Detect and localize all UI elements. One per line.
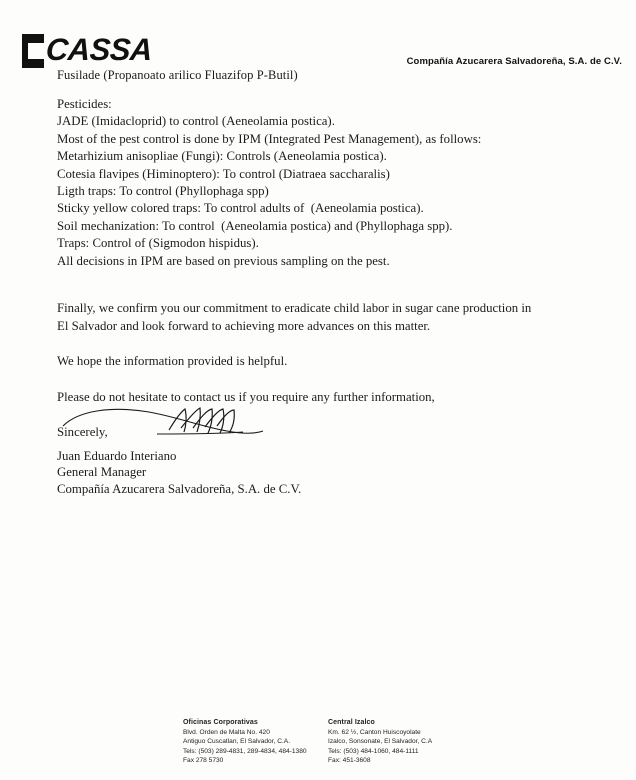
pesticide-line: JADE (Imidacloprid) to control (Aeneolamia postica). xyxy=(57,114,335,129)
footer-central-izalco xyxy=(328,718,432,765)
footer-left-line: Antiguo Cuscatlan, El Salvador, C.A. xyxy=(183,738,291,746)
footer-left-line: Blvd. Orden de Malta No. 420 xyxy=(183,729,270,737)
pesticides-heading: Pesticides: xyxy=(57,97,112,111)
footer-left-line: Fax 278 5730 xyxy=(183,756,224,764)
pesticide-line: Cotesia flavipes (Himinoptero): To control (Diatraea saccharalis) xyxy=(57,166,390,181)
handwritten-signature-icon xyxy=(57,400,317,446)
helpful-line: We hope the information provided is helpful. xyxy=(57,354,288,369)
signer-title: General Manager xyxy=(57,465,147,480)
closing-paragraph-line: El Salvador and look forward to achieving more advances on this matter. xyxy=(57,318,431,333)
footer-right-line: Km. 62 ½, Canton Huiscoyolate xyxy=(328,729,421,737)
document-subtitle: Fusilade (Propanoato arilico Fluazifop P-Butil) xyxy=(57,68,298,82)
signature-name-block xyxy=(57,448,477,497)
signer-name: Juan Eduardo Interiano xyxy=(57,449,177,463)
cassa-logo xyxy=(18,34,152,68)
footer-right-title: Central Izalco xyxy=(328,719,375,726)
signature-block xyxy=(57,400,477,497)
company-name-header: Compañía Azucarera Salvadoreña, S.A. de C.V. xyxy=(406,56,622,67)
pesticide-line: Sticky yellow colored traps: To control adults of (Aeneolamia postica). xyxy=(57,201,424,216)
pesticide-line: Soil mechanization: To control (Aeneolamia postica) and (Phyllophaga spp). xyxy=(57,218,453,233)
document-body xyxy=(57,96,577,442)
cassa-logo-mark-icon xyxy=(18,34,44,68)
pesticide-line: Most of the pest control is done by IPM (Integrated Pest Management), as follows: xyxy=(57,131,482,146)
sincerely-line: Sincerely, xyxy=(57,425,108,440)
footer-corporate-offices xyxy=(183,718,307,765)
footer-left-line: Tels: (503) 289-4831, 289-4834, 484-1380 xyxy=(183,747,307,755)
closing-paragraph-line: Finally, we confirm you our commitment to eradicate child labor in sugar cane production in xyxy=(57,301,532,316)
footer-right-line: Fax: 451-3608 xyxy=(328,756,371,764)
contact-line: Please do not hesitate to contact us if you require any further information, xyxy=(57,389,435,404)
signer-company: Compañía Azucarera Salvadoreña, S.A. de C.V. xyxy=(57,481,302,496)
letterhead xyxy=(0,30,636,90)
pesticide-line: Metarhizium anisopliae (Fungi): Controls (Aeneolamia postica). xyxy=(57,149,387,164)
footer-left-title: Oficinas Corporativas xyxy=(183,719,258,726)
pesticide-line: All decisions in IPM are based on previous sampling on the pest. xyxy=(57,253,390,268)
pesticide-line: Ligth traps: To control (Phyllophaga spp) xyxy=(57,184,269,199)
footer-right-line: Izalco, Sonsonate, El Salvador, C.A xyxy=(328,738,433,746)
pesticide-line: Traps: Control of (Sigmodon hispidus). xyxy=(57,236,259,251)
cassa-logo-text: CASSA xyxy=(44,32,154,67)
footer-right-line: Tels: (503) 484-1060, 484-1111 xyxy=(328,747,419,755)
